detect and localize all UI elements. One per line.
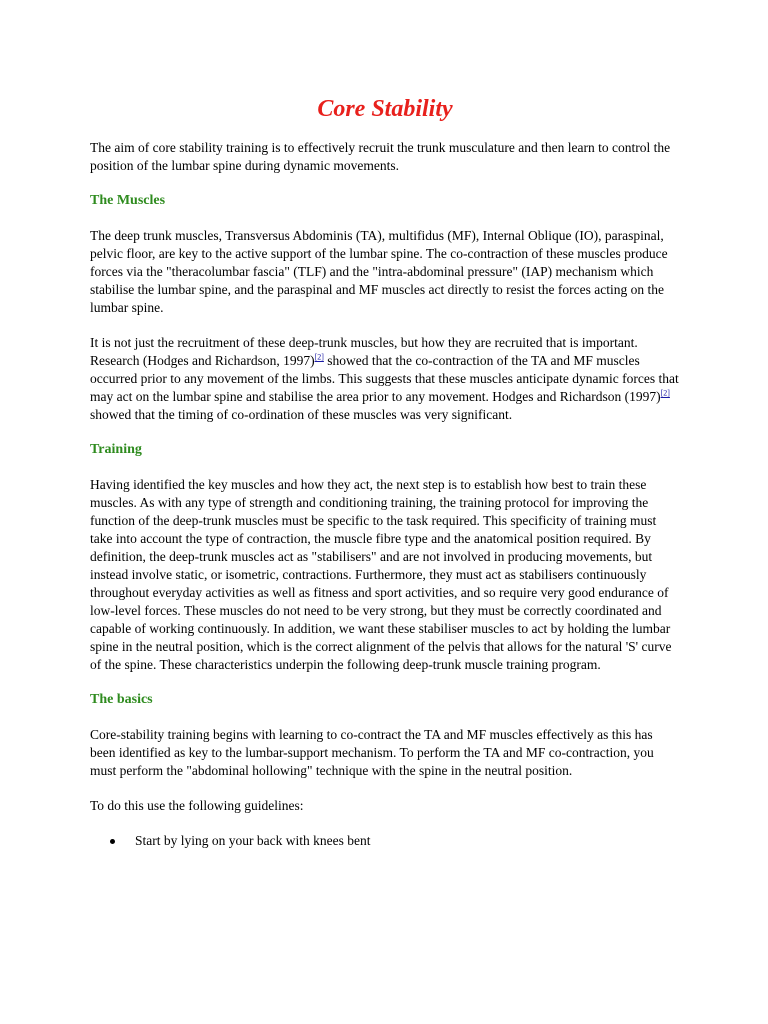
reference-superscript (315, 353, 324, 362)
reference-superscript (661, 389, 670, 398)
reference-link-2[interactable]: [2] (314, 352, 324, 362)
training-paragraph: Having identified the key muscles and how they act, the next step is to establish how best to train these muscles. As with any type of strength and conditioning training, the training protocol for improving the function of the deep-trunk muscles must be specific to the task required. This specificity of training must take into account the type of contraction, the muscle fibre type and the anatomical position required. By definition, the deep-trunk muscles act as "stabilisers" and are not involved in producing movements, but instead involve static, or isometric, contractions. Furthermore, they must act as stabilisers continuously throughout everyday activities as well as fitness and sport activities, and so require very good endurance of low-level forces. These muscles do not need to be very strong, but they must be correctly coordinated and capable of working continuously. In addition, we want these stabiliser muscles to act by holding the lumbar spine in the neutral position, which is the correct alignment of the pelvis that allows for the natural 'S' curve of the spine. These characteristics underpin the following deep-trunk muscle training program. (90, 477, 672, 672)
list-item-text: Start by lying on your back with knees bent (135, 833, 371, 848)
muscles-paragraph-2-text-b: showed that the co-contraction of the TA and MF muscles occurred prior to any movement of the limbs. This suggests that these muscles anticipate dynamic forces that may act on the lumbar spine and stabilise the area prior to any movement. Hodges and Richardson (1997) (90, 353, 679, 404)
list-item (110, 832, 680, 850)
basics-paragraph-1: Core-stability training begins with learning to co-contract the TA and MF muscles effectively as this has been identified as key to the lumbar-support mechanism. To perform the TA and MF co-contraction, you must perform the "abdominal hollowing" technique with the spine in the neutral position. (90, 727, 654, 778)
muscles-paragraph-1: The deep trunk muscles, Transversus Abdominis (TA), multifidus (MF), Internal Oblique (IO), paraspinal, pelvic floor, are key to the active support of the lumbar spine. The co-contraction of these muscles produce forces via the "theracolumbar fascia" (TLF) and the "intra-abdominal pressure" (IAP) mechanism which stabilise the lumbar spine, and the paraspinal and MF muscles act directly to resist the forces acting on the lumbar spine. (90, 228, 668, 315)
heading-the-muscles: The Muscles (90, 193, 166, 208)
muscles-paragraph-2-text-a: It is not just the recruitment of these deep-trunk muscles, but how they are recruited that is important. Research (Hodges and Richardson, 1997) (90, 335, 638, 368)
basics-paragraph-2: To do this use the following guidelines: (90, 798, 304, 813)
document-page (90, 93, 680, 850)
page-title: Core Stability (317, 96, 453, 122)
intro-paragraph: The aim of core stability training is to effectively recruit the trunk musculature and then learn to control the position of the lumbar spine during dynamic movements. (90, 140, 671, 173)
heading-training: Training (90, 442, 142, 457)
muscles-paragraph-2-text-c: showed that the timing of co-ordination of these muscles was very significant. (90, 407, 513, 422)
reference-link-2[interactable]: [2] (660, 388, 670, 398)
bullet-icon (110, 839, 115, 844)
heading-the-basics: The basics (90, 692, 153, 707)
muscles-paragraph-2 (90, 334, 680, 424)
guidelines-list (90, 832, 680, 850)
